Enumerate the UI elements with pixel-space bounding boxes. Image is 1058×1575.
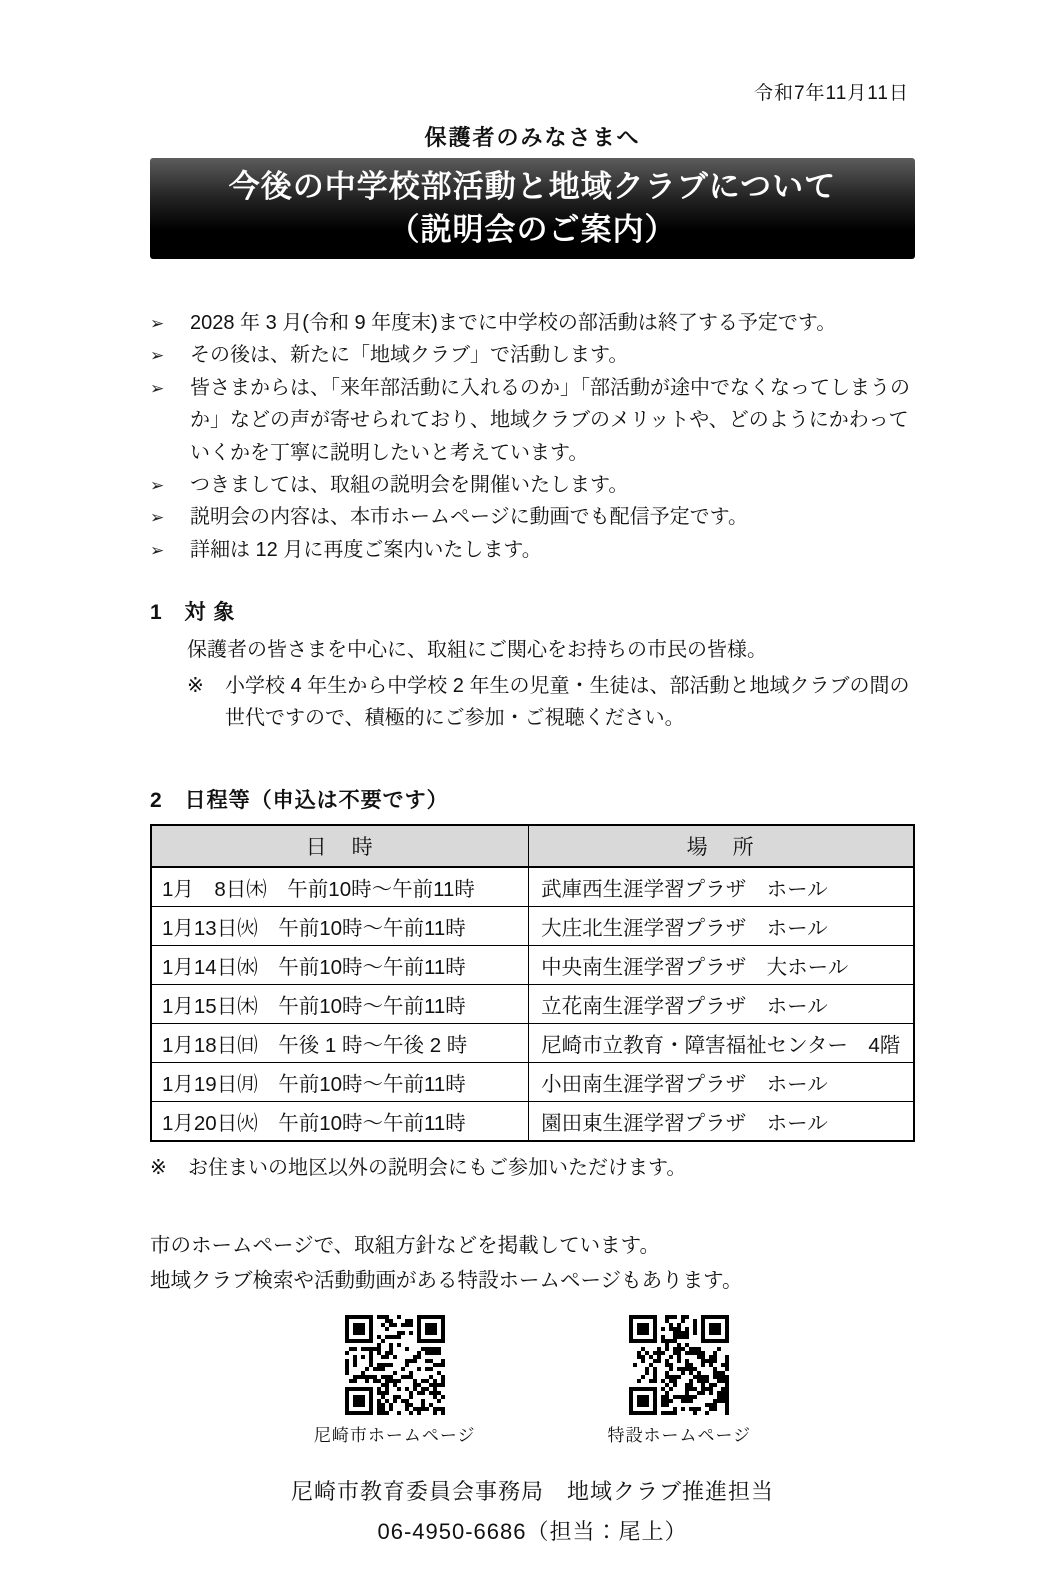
bullet-text: 皆さまからは、「来年部活動に入れるのか」「部活動が途中でなくなってしまうのか」などの声が寄せられており、地域クラブのメリットや、どのようにかわっていくかを丁寧に説明したいと考えています。 xyxy=(190,376,910,464)
contact-phone: 06-4950-6686（担当：尾上） xyxy=(377,1519,688,1545)
note-row xyxy=(150,1152,915,1184)
arrow-bullet-icon: ➢ xyxy=(150,346,165,366)
column-header-datetime: 日 時 xyxy=(151,825,529,867)
document-page xyxy=(0,78,1058,1575)
arrow-bullet-icon: ➢ xyxy=(150,508,165,528)
document-content xyxy=(0,78,1058,1553)
column-header-place: 場 所 xyxy=(529,825,914,867)
qr-caption: 尼崎市ホームページ xyxy=(313,1425,476,1445)
title-banner xyxy=(150,158,915,259)
homepage-info xyxy=(150,1228,915,1299)
cell-place: 武庫西生涯学習プラザ ホール xyxy=(529,867,914,907)
reference-mark: ※ xyxy=(187,675,204,698)
list-item xyxy=(150,501,915,533)
qr-code-icon xyxy=(345,1315,445,1415)
cell-place: 小田南生涯学習プラザ ホール xyxy=(529,1063,914,1102)
homepage-line: 地域クラブ検索や活動動画がある特設ホームページもあります。 xyxy=(150,1269,743,1293)
cell-datetime: 1月 8日㈭ 午前10時～午前11時 xyxy=(151,867,529,907)
section-body-text: 保護者の皆さまを中心に、取組にご関心をお持ちの市民の皆様。 xyxy=(187,639,767,662)
cell-datetime: 1月14日㈬ 午前10時～午前11時 xyxy=(151,946,529,985)
bullet-text: 2028 年 3 月(令和 9 年度末)までに中学校の部活動は終了する予定です。 xyxy=(190,312,837,334)
reference-mark: ※ xyxy=(150,1157,167,1180)
qr-code-icon xyxy=(629,1315,729,1415)
table-row xyxy=(151,1102,914,1142)
section-heading: 2 日程等（申込は不要です） xyxy=(150,789,449,813)
note-row xyxy=(187,670,915,734)
contact-footer xyxy=(150,1472,915,1553)
table-row xyxy=(151,985,914,1024)
section-schedule xyxy=(150,784,915,1184)
cell-place: 尼崎市立教育・障害福祉センター 4階 xyxy=(529,1024,914,1063)
cell-datetime: 1月20日㈫ 午前10時～午前11時 xyxy=(151,1102,529,1142)
list-item xyxy=(150,372,915,469)
table-header-row xyxy=(151,825,914,867)
schedule-table xyxy=(150,824,915,1142)
cell-place: 中央南生涯学習プラザ 大ホール xyxy=(529,946,914,985)
list-item xyxy=(150,307,915,339)
cell-datetime: 1月19日㈪ 午前10時～午前11時 xyxy=(151,1063,529,1102)
bullet-text: その後は、新たに「地域クラブ」で活動します。 xyxy=(190,344,629,367)
arrow-bullet-icon: ➢ xyxy=(150,540,165,560)
document-title-line1: 今後の中学校部活動と地域クラブについて xyxy=(228,168,837,204)
summary-bullet-list xyxy=(150,307,915,566)
cell-datetime: 1月18日㈰ 午後 1 時～午後 2 時 xyxy=(151,1024,529,1063)
table-row xyxy=(151,1063,914,1102)
cell-place: 園田東生涯学習プラザ ホール xyxy=(529,1102,914,1142)
document-title-line2: （説明会のご案内） xyxy=(388,211,677,247)
arrow-bullet-icon: ➢ xyxy=(150,314,165,333)
qr-caption: 特設ホームページ xyxy=(607,1425,752,1445)
bullet-text: つきましては、取組の説明会を開催いたします。 xyxy=(190,473,629,496)
section-target-audience xyxy=(150,596,915,734)
list-item xyxy=(150,469,915,501)
list-item xyxy=(150,339,915,371)
arrow-bullet-icon: ➢ xyxy=(150,475,165,495)
qr-code-row xyxy=(150,1315,915,1446)
table-row xyxy=(151,867,914,907)
table-row xyxy=(151,1024,914,1063)
issue-date: 令和7年11月11日 xyxy=(753,83,909,104)
cell-datetime: 1月13日㈫ 午前10時～午前11時 xyxy=(151,907,529,946)
cell-datetime: 1月15日㈭ 午前10時～午前11時 xyxy=(151,985,529,1024)
table-row xyxy=(151,946,914,985)
table-row xyxy=(151,907,914,946)
bullet-text: 説明会の内容は、本市ホームページに動画でも配信予定です。 xyxy=(190,506,748,529)
contact-department: 尼崎市教育委員会事務局 地域クラブ推進担当 xyxy=(290,1478,774,1504)
list-item xyxy=(150,534,915,566)
arrow-bullet-icon: ➢ xyxy=(150,378,165,398)
addressee-line: 保護者のみなさまへ xyxy=(424,125,641,150)
cell-place: 大庄北生涯学習プラザ ホール xyxy=(529,907,914,946)
cell-place: 立花南生涯学習プラザ ホール xyxy=(529,985,914,1024)
qr-item-special-homepage xyxy=(608,1315,752,1446)
section-heading: 1 対 象 xyxy=(150,601,236,625)
qr-item-city-homepage xyxy=(314,1315,476,1446)
homepage-line: 市のホームページで、取組方針などを掲載しています。 xyxy=(150,1234,661,1258)
note-text: お住まいの地区以外の説明会にもご参加いただけます。 xyxy=(188,1157,687,1180)
note-text: 小学校 4 年生から中学校 2 年生の児童・生徒は、部活動と地域クラブの間の世代ですので、積極的にご参加・ご視聴ください。 xyxy=(225,675,910,730)
bullet-text: 詳細は 12 月に再度ご案内いたします。 xyxy=(190,538,542,561)
